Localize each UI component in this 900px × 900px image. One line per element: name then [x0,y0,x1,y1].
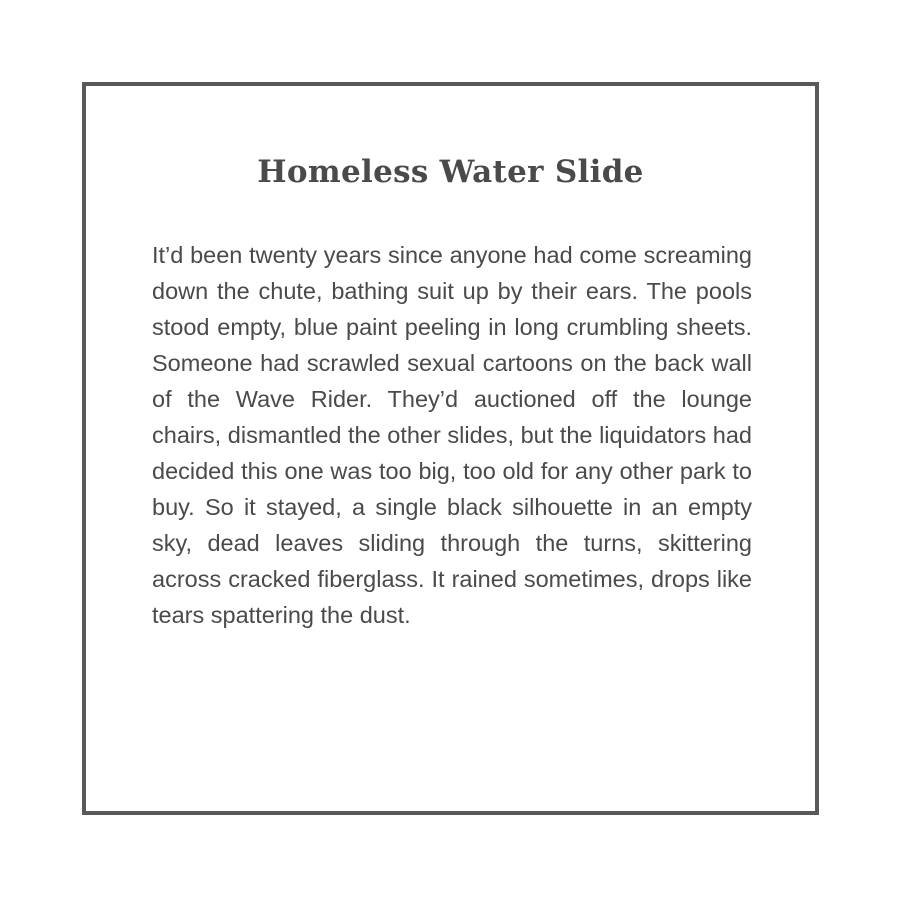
story-card [82,82,819,815]
story-body: It’d been twenty years since anyone had come screaming down the chute, bathing suit up by their ears. The pools stood empty, blue paint peeling in long crumbling sheets. Someone had scrawled sexual cartoons on the back wall of the Wave Rider. They’d auctioned off the lounge chairs, dismantled the other slides, but the liquidators had decided this one was too big, too old for any other park to buy. So it stayed, a single black silhouette in an empty sky, dead leaves sliding through the turns, skittering across cracked fiberglass. It rained sometimes, drops like tears spattering the dust. [152,242,752,628]
story-title: Homeless Water Slide [257,154,644,190]
